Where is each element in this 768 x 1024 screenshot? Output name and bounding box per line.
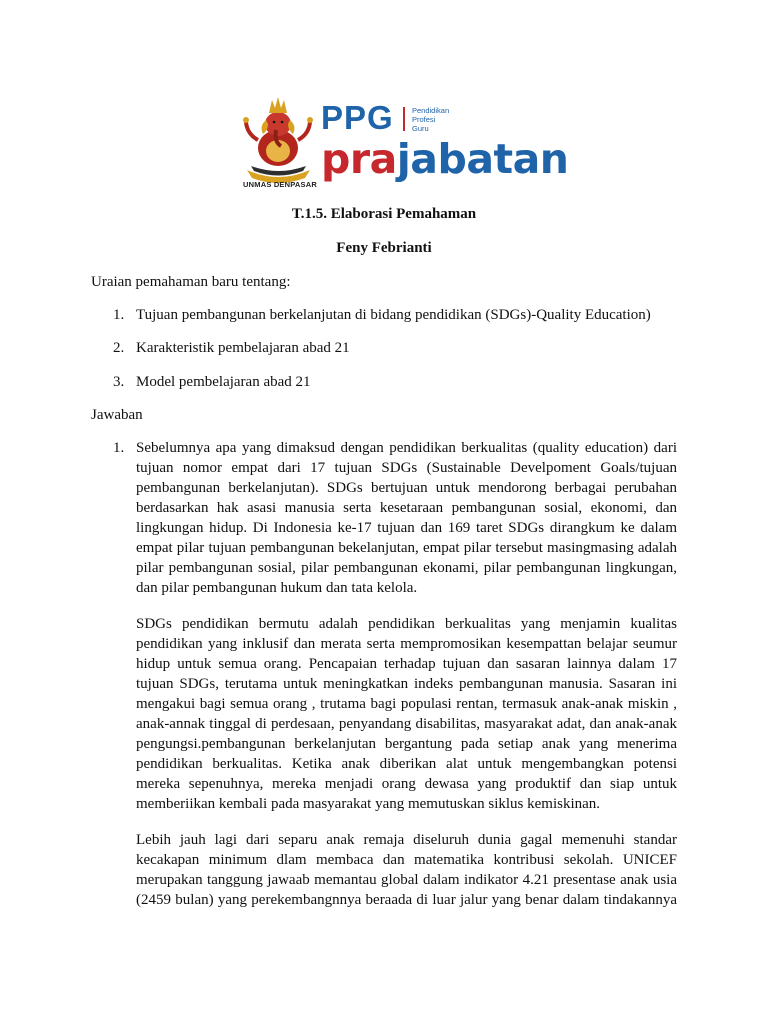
paragraph-line: merupakan tanggung jawaab memantau global dalam indikator 4.21 presentase anak usia — [136, 872, 677, 888]
logo-word-red: pra — [321, 135, 397, 183]
paragraph-line: Sebelumnya apa yang dimaksud dengan pendidikan berkualitas (quality education) dari — [136, 440, 677, 456]
paragraph-line: tujuan nomor empat dari 17 tujuan SDGs (Sustainable Develpoment Goals/tujuan — [136, 460, 677, 476]
paragraph-line: pengungsi.pembangunan berkelanjutan bergantung pada setiap anak yang menerima — [136, 736, 677, 752]
paragraph-line: (2459 bulan) yang perekembangnnya beraada di luar jalur yang benar dalam tindakannya — [136, 892, 677, 908]
paragraph-line: dan pilar pembangunan hukum dan tata kelola. — [136, 580, 418, 596]
paragraph-line: mereka sepenuhnya, mereka menjadi orang dewasa yang produktif dan siap untuk — [136, 776, 677, 792]
logo-word-blue: jabatan — [396, 135, 569, 183]
paragraph-line: tujuan SDGs, terutama untuk meningkatkan indeks pembangunan manusia. Sasaran ini — [136, 676, 677, 692]
paragraph-line: SDGs pendidikan bermutu adalah pendidikan berkualitas yang menjamin kualitas — [136, 616, 677, 632]
ganesha-emblem-icon — [241, 96, 316, 192]
logo-ppg-text: PPG — [321, 99, 394, 136]
answer-heading: Jawaban — [91, 407, 143, 423]
paragraph-line: empat pilar tujuan pembangunan bekelanjutan, empat pilar tersebut masingmasing adalah — [136, 540, 677, 556]
logo-subline: Pendidikan — [412, 106, 450, 115]
paragraph-line: lingkungan hidup. Di Indonesia ke-17 tujuan dan 169 taret SDGs dirangkum ke dalam — [136, 520, 677, 536]
logo-subline: Guru — [412, 124, 429, 133]
paragraph-line: memberiikan kembali pada masyarakat yang memutuskan siklus kemiskinan. — [136, 796, 601, 812]
author-name: Feny Febrianti — [336, 240, 432, 256]
paragraph-line: pembangunan berkelanjutan). SDGs bertujuan untuk mendorong berbagai perubahan — [136, 480, 677, 496]
paragraph-line: kecakapan minimum dlam membaca dan matematika kontribusi sekolah. UNICEF — [136, 852, 677, 868]
paragraph-line: pendidikan yang inklusif dan merata serta mempromosikan kesempattan belajar seumur — [136, 636, 677, 652]
emblem-caption: UNMAS DENPASAR — [243, 180, 317, 189]
intro-text: Uraian pemahaman baru tentang: — [91, 274, 291, 290]
list-number: 3. — [113, 374, 125, 390]
paragraph-line: Lebih jauh lagi dari separu anak remaja diseluruh dunia gagal memenuhi standar — [136, 832, 677, 848]
paragraph-line: berdasarkan hak asasi manusia serta kesetaraan pembangunan sosial, ekonomi, dan — [136, 500, 677, 516]
paragraph-line: pendidikan berkualitas. Ketika anak diberikan alat untuk mengembangkan potensi — [136, 756, 677, 772]
paragraph-line: pilar pembangunan sosial, pilar pembangunan ekonami, pilar pembangunan lingkungan, — [136, 560, 677, 576]
paragraph-line: anak-annak tinggal di perdesaan, penyandang disabilitas, masyarakat adat, dan anak-anak — [136, 716, 677, 732]
logo-prajabatan-text — [321, 136, 568, 182]
list-number: 1. — [113, 307, 125, 323]
list-item: Karakteristik pembelajaran abad 21 — [136, 340, 350, 356]
list-item: Tujuan pembangunan berkelanjutan di bidang pendidikan (SDGs)-Quality Education) — [136, 307, 651, 323]
answer-number: 1. — [113, 440, 125, 456]
paragraph-line: mengakui bagi semua orang , trutama bagi populasi rentan, termasuk anak-anak miskin , — [136, 696, 677, 712]
logo-sublines — [412, 106, 449, 133]
paragraph-line: hidup untuk semua orang. Pencapaian terhadap tujuan dan sasaran lainnya dalam 17 — [136, 656, 677, 672]
logo-divider — [403, 107, 405, 131]
ppg-prajabatan-logo — [241, 96, 569, 192]
logo-subline: Profesi — [412, 115, 436, 124]
list-item: Model pembelajaran abad 21 — [136, 374, 311, 390]
list-number: 2. — [113, 340, 125, 356]
document-title: T.1.5. Elaborasi Pemahaman — [291, 206, 477, 222]
